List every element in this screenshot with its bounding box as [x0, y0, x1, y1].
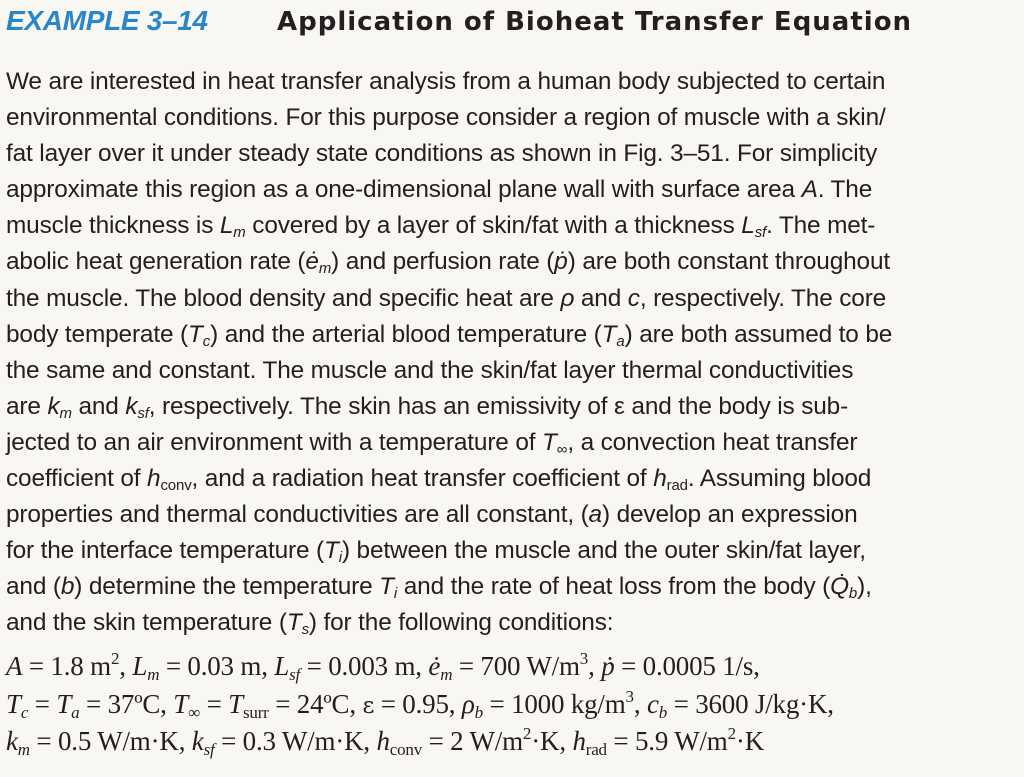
example-header: [6, 2, 912, 40]
problem-text-line: fat layer over it under steady state conditions as shown in Fig. 3–51. For simplicity: [6, 140, 878, 168]
problem-text-line: the muscle. The blood density and specific heat are ρ and c, respectively. The core: [6, 284, 887, 312]
problem-text-line: approximate this region as a one-dimensional plane wall with surface area A. The: [6, 176, 873, 204]
problem-text-line: body temperate $(T_c)$ and the arterial blood temperature $(T_a)$ are both assumed to be: [6, 320, 893, 350]
condition-line: $T_c = T_a$ = 37ºC, $T_\infty = T_{surr}$ = 24ºC, ε = 0.95, $\rho_b = 1000$ $kg/m^3$, $c_b = 3600$ J/kg·K,: [6, 686, 834, 722]
problem-text-line: and (b) determine the temperature $T_i$ and the rate of heat loss from the body $(Q̇_b)$,: [6, 573, 872, 603]
problem-text-line: abolic heat generation rate $(ė_m)$ and perfusion rate (ṗ) are both constant throughout: [6, 248, 891, 278]
problem-text-line: jected to an air environment with a temperature of $T_\infty$, a convection heat transfer: [6, 428, 858, 458]
problem-text-line: We are interested in heat transfer analysis from a human body subjected to certain: [6, 68, 886, 95]
problem-text-line: coefficient of $h_{conv}$, and a radiation heat transfer coefficient of $h_{rad}$. Assuming blood: [6, 465, 872, 495]
problem-text-line: environmental conditions. For this purpose consider a region of muscle with a skin/: [6, 104, 886, 132]
problem-text-line: and the skin temperature $(T_s)$ for the following conditions:: [6, 609, 614, 639]
problem-text-line: are $k_m$ and $k_{sf}$, respectively. The skin has an emissivity of ε and the body is sub-: [6, 392, 849, 422]
problem-text-line: the same and constant. The muscle and the skin/fat layer thermal conductivities: [6, 356, 854, 384]
condition-line: A = 1.8 $m^2$, $L_m = 0.03$ m, $L_{sf} = 0.003$ m, $ė_m = 700$ $W/m^3$, ṗ = 0.0005 1/s,: [6, 649, 760, 684]
problem-text-line: for the interface temperature $(T_i)$ between the muscle and the outer skin/fat layer,: [6, 537, 866, 567]
given-conditions: [6, 648, 1018, 761]
condition-line: $k_m = 0.5$ W/m·K, $k_{sf} = 0.3$ W/m·K, $h_{conv} = 2$ $W/m^2\cdot K$, $h_{rad} = 5.9$ $W/m^2\cdot K$: [6, 724, 764, 759]
example-label: EXAMPLE 3–14: [6, 5, 208, 36]
example-title: Application of Bioheat Transfer Equation: [277, 7, 913, 37]
problem-text-line: properties and thermal conductivities are all constant, (a) develop an expression: [6, 501, 858, 529]
problem-text-line: muscle thickness is $L_m$ covered by a layer of skin/fat with a thickness $L_{sf}$. The met-: [6, 212, 876, 242]
problem-statement: [6, 64, 1018, 642]
